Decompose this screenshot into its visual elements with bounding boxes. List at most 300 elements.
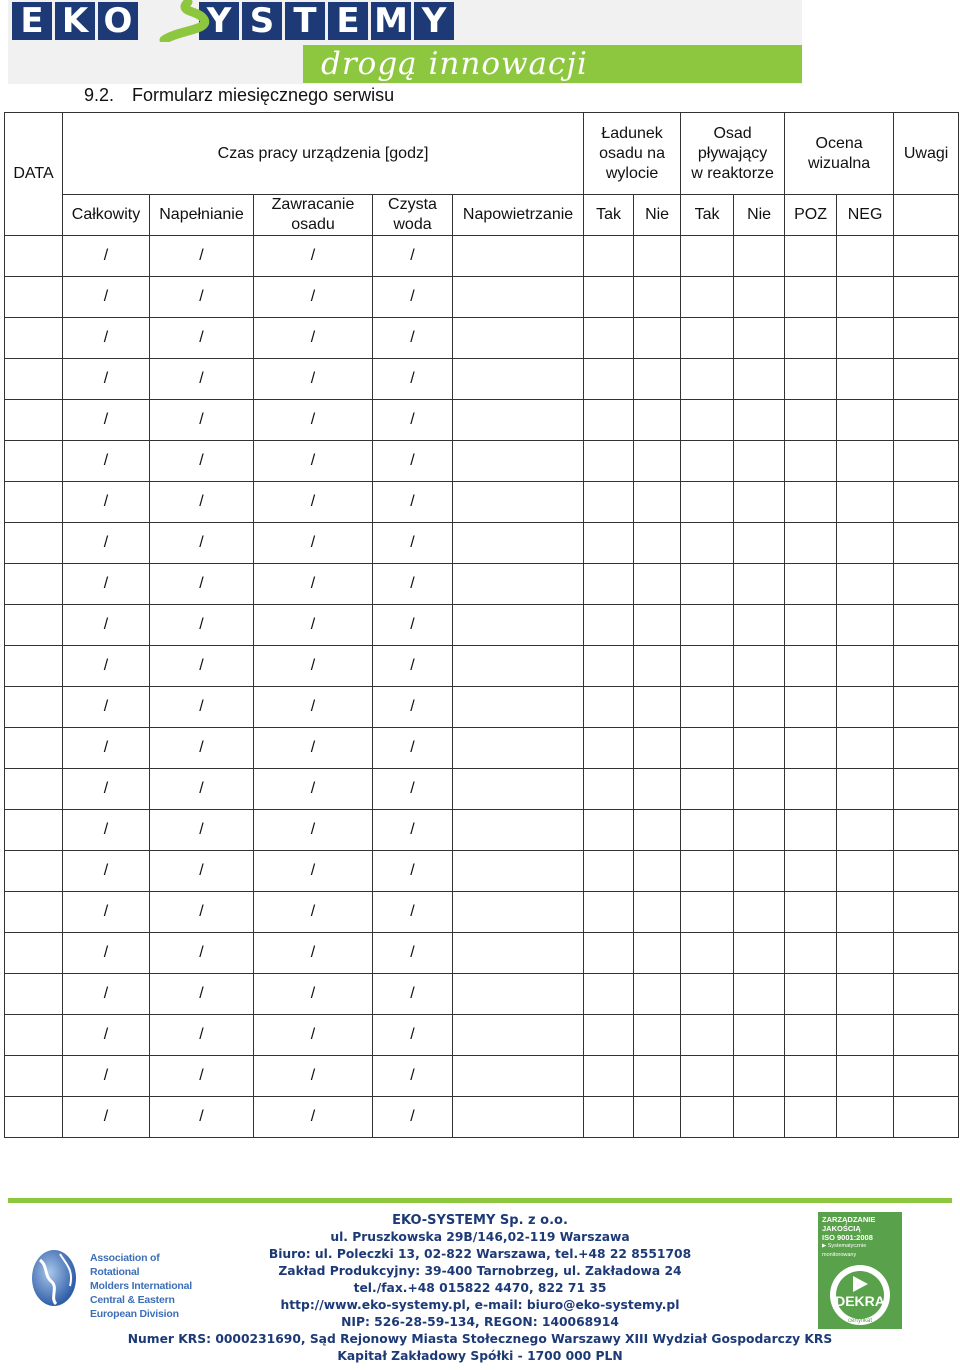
entry-cell[interactable] <box>634 687 681 728</box>
entry-cell[interactable] <box>894 728 959 769</box>
entry-cell[interactable] <box>785 236 837 277</box>
entry-cell[interactable] <box>734 441 785 482</box>
date-cell[interactable] <box>5 359 63 400</box>
entry-cell[interactable] <box>894 1056 959 1097</box>
section-number: 9.2. <box>84 85 115 105</box>
entry-cell[interactable] <box>584 810 634 851</box>
entry-cell[interactable] <box>894 1015 959 1056</box>
entry-cell[interactable] <box>584 318 634 359</box>
entry-cell[interactable] <box>837 810 894 851</box>
separator-slash: / <box>410 616 415 633</box>
entry-cell[interactable] <box>894 236 959 277</box>
time-cell[interactable] <box>373 810 453 851</box>
entry-cell[interactable] <box>734 1097 785 1138</box>
time-cell[interactable] <box>373 277 453 318</box>
entry-cell[interactable] <box>634 1097 681 1138</box>
entry-cell[interactable] <box>681 1056 734 1097</box>
time-cell[interactable] <box>150 892 254 933</box>
separator-slash: / <box>310 411 316 428</box>
entry-cell[interactable] <box>584 441 634 482</box>
entry-cell[interactable] <box>734 523 785 564</box>
entry-cell[interactable] <box>785 400 837 441</box>
time-cell[interactable] <box>150 851 254 892</box>
time-cell[interactable] <box>373 851 453 892</box>
time-cell[interactable] <box>373 441 453 482</box>
entry-cell[interactable] <box>837 441 894 482</box>
entry-cell[interactable] <box>634 933 681 974</box>
time-cell[interactable] <box>150 810 254 851</box>
date-cell[interactable] <box>5 728 63 769</box>
entry-cell[interactable] <box>453 851 584 892</box>
date-cell[interactable] <box>5 236 63 277</box>
entry-cell[interactable] <box>734 482 785 523</box>
time-cell[interactable] <box>254 687 373 728</box>
separator-slash: / <box>410 247 415 264</box>
entry-cell[interactable] <box>681 1097 734 1138</box>
entry-cell[interactable] <box>734 646 785 687</box>
time-cell[interactable] <box>254 974 373 1015</box>
entry-cell[interactable] <box>785 851 837 892</box>
entry-cell[interactable] <box>837 687 894 728</box>
time-cell[interactable] <box>254 359 373 400</box>
time-cell[interactable] <box>373 1097 453 1138</box>
entry-cell[interactable] <box>634 482 681 523</box>
date-cell[interactable] <box>5 441 63 482</box>
time-cell[interactable] <box>150 646 254 687</box>
entry-cell[interactable] <box>634 892 681 933</box>
date-cell[interactable] <box>5 564 63 605</box>
entry-cell[interactable] <box>584 400 634 441</box>
date-cell[interactable] <box>5 1097 63 1138</box>
separator-slash: / <box>410 1067 415 1084</box>
entry-cell[interactable] <box>584 236 634 277</box>
entry-cell[interactable] <box>453 564 584 605</box>
time-cell[interactable] <box>63 769 150 810</box>
entry-cell[interactable] <box>634 318 681 359</box>
time-cell[interactable] <box>373 646 453 687</box>
time-cell[interactable] <box>254 769 373 810</box>
dekra-line-4: ▶ Systematycznie <box>822 1243 867 1249</box>
entry-cell[interactable] <box>453 769 584 810</box>
entry-cell[interactable] <box>453 892 584 933</box>
entry-cell[interactable] <box>785 646 837 687</box>
time-cell[interactable] <box>373 769 453 810</box>
entry-cell[interactable] <box>634 236 681 277</box>
entry-cell[interactable] <box>681 933 734 974</box>
entry-cell[interactable] <box>681 810 734 851</box>
time-cell[interactable] <box>254 482 373 523</box>
time-cell[interactable] <box>150 974 254 1015</box>
entry-cell[interactable] <box>681 564 734 605</box>
time-cell[interactable] <box>63 277 150 318</box>
separator-slash: / <box>103 616 109 633</box>
entry-cell[interactable] <box>837 400 894 441</box>
entry-cell[interactable] <box>634 400 681 441</box>
entry-cell[interactable] <box>634 769 681 810</box>
entry-cell[interactable] <box>681 1015 734 1056</box>
entry-cell[interactable] <box>584 892 634 933</box>
date-cell[interactable] <box>5 277 63 318</box>
entry-cell[interactable] <box>785 564 837 605</box>
time-cell[interactable] <box>254 1015 373 1056</box>
entry-cell[interactable] <box>837 482 894 523</box>
time-cell[interactable] <box>373 523 453 564</box>
entry-cell[interactable] <box>734 769 785 810</box>
entry-cell[interactable] <box>634 974 681 1015</box>
entry-cell[interactable] <box>453 482 584 523</box>
entry-cell[interactable] <box>837 318 894 359</box>
entry-cell[interactable] <box>837 933 894 974</box>
entry-cell[interactable] <box>734 277 785 318</box>
entry-cell[interactable] <box>837 728 894 769</box>
date-cell[interactable] <box>5 851 63 892</box>
time-cell[interactable] <box>63 687 150 728</box>
time-cell[interactable] <box>63 851 150 892</box>
time-cell[interactable] <box>254 564 373 605</box>
entry-cell[interactable] <box>785 1097 837 1138</box>
entry-cell[interactable] <box>894 482 959 523</box>
entry-cell[interactable] <box>453 359 584 400</box>
time-cell[interactable] <box>63 400 150 441</box>
time-cell[interactable] <box>254 892 373 933</box>
entry-cell[interactable] <box>785 277 837 318</box>
time-cell[interactable] <box>254 728 373 769</box>
time-cell[interactable] <box>150 523 254 564</box>
time-cell[interactable] <box>63 441 150 482</box>
entry-cell[interactable] <box>837 1015 894 1056</box>
entry-cell[interactable] <box>837 236 894 277</box>
entry-cell[interactable] <box>453 1015 584 1056</box>
entry-cell[interactable] <box>453 728 584 769</box>
logo-letter: T <box>285 2 325 40</box>
entry-cell[interactable] <box>681 400 734 441</box>
entry-cell[interactable] <box>681 769 734 810</box>
entry-cell[interactable] <box>837 1097 894 1138</box>
entry-cell[interactable] <box>584 277 634 318</box>
time-cell[interactable] <box>150 359 254 400</box>
load-no-header: Nie <box>634 195 681 236</box>
entry-cell[interactable] <box>734 728 785 769</box>
entry-cell[interactable] <box>837 523 894 564</box>
entry-cell[interactable] <box>785 1056 837 1097</box>
time-cell[interactable] <box>63 933 150 974</box>
time-cell[interactable] <box>254 236 373 277</box>
time-cell[interactable] <box>254 646 373 687</box>
entry-cell[interactable] <box>681 851 734 892</box>
time-cell[interactable] <box>150 236 254 277</box>
entry-cell[interactable] <box>837 277 894 318</box>
entry-cell[interactable] <box>894 359 959 400</box>
time-cell[interactable] <box>63 1056 150 1097</box>
entry-cell[interactable] <box>785 523 837 564</box>
entry-cell[interactable] <box>681 728 734 769</box>
entry-cell[interactable] <box>734 564 785 605</box>
entry-cell[interactable] <box>894 605 959 646</box>
entry-cell[interactable] <box>681 892 734 933</box>
entry-cell[interactable] <box>837 974 894 1015</box>
time-cell[interactable] <box>63 974 150 1015</box>
entry-cell[interactable] <box>453 687 584 728</box>
entry-cell[interactable] <box>734 892 785 933</box>
date-cell[interactable] <box>5 482 63 523</box>
entry-cell[interactable] <box>634 728 681 769</box>
time-cell[interactable] <box>373 400 453 441</box>
time-cell[interactable] <box>63 728 150 769</box>
entry-cell[interactable] <box>894 892 959 933</box>
entry-cell[interactable] <box>584 359 634 400</box>
entry-cell[interactable] <box>894 400 959 441</box>
entry-cell[interactable] <box>785 359 837 400</box>
entry-cell[interactable] <box>785 1015 837 1056</box>
entry-cell[interactable] <box>584 728 634 769</box>
time-cell[interactable] <box>150 441 254 482</box>
time-cell[interactable] <box>63 810 150 851</box>
entry-cell[interactable] <box>634 441 681 482</box>
entry-cell[interactable] <box>837 851 894 892</box>
time-cell[interactable] <box>254 933 373 974</box>
entry-cell[interactable] <box>681 687 734 728</box>
entry-cell[interactable] <box>837 1056 894 1097</box>
time-cell[interactable] <box>63 646 150 687</box>
time-cell[interactable] <box>373 1056 453 1097</box>
time-cell[interactable] <box>150 318 254 359</box>
entry-cell[interactable] <box>453 605 584 646</box>
time-cell[interactable] <box>150 687 254 728</box>
time-cell[interactable] <box>63 236 150 277</box>
entry-cell[interactable] <box>681 236 734 277</box>
entry-cell[interactable] <box>681 646 734 687</box>
entry-cell[interactable] <box>681 974 734 1015</box>
time-cell[interactable] <box>373 359 453 400</box>
entry-cell[interactable] <box>785 728 837 769</box>
time-cell[interactable] <box>63 1015 150 1056</box>
time-cell[interactable] <box>150 1056 254 1097</box>
time-cell[interactable] <box>63 564 150 605</box>
entry-cell[interactable] <box>681 359 734 400</box>
entry-cell[interactable] <box>634 851 681 892</box>
entry-cell[interactable] <box>785 933 837 974</box>
time-cell[interactable] <box>254 400 373 441</box>
time-cell[interactable] <box>254 605 373 646</box>
time-cell[interactable] <box>373 892 453 933</box>
entry-cell[interactable] <box>681 441 734 482</box>
entry-cell[interactable] <box>584 974 634 1015</box>
entry-cell[interactable] <box>894 974 959 1015</box>
entry-cell[interactable] <box>734 1056 785 1097</box>
time-cell[interactable] <box>373 318 453 359</box>
entry-cell[interactable] <box>894 564 959 605</box>
date-cell[interactable] <box>5 318 63 359</box>
entry-cell[interactable] <box>681 523 734 564</box>
entry-cell[interactable] <box>634 646 681 687</box>
date-cell[interactable] <box>5 1015 63 1056</box>
entry-cell[interactable] <box>681 482 734 523</box>
entry-cell[interactable] <box>584 933 634 974</box>
notes-header: Uwagi <box>894 113 959 195</box>
time-cell[interactable] <box>254 318 373 359</box>
date-cell[interactable] <box>5 605 63 646</box>
entry-cell[interactable] <box>894 810 959 851</box>
date-cell[interactable] <box>5 769 63 810</box>
entry-cell[interactable] <box>453 400 584 441</box>
entry-cell[interactable] <box>634 605 681 646</box>
time-cell[interactable] <box>150 1097 254 1138</box>
entry-cell[interactable] <box>453 318 584 359</box>
entry-cell[interactable] <box>785 769 837 810</box>
entry-cell[interactable] <box>584 769 634 810</box>
time-cell[interactable] <box>150 482 254 523</box>
time-cell[interactable] <box>373 1015 453 1056</box>
footer-line: Numer KRS: 0000231690, Sąd Rejonowy Miasta Stołecznego Warszawy XIII Wydział Gospodarczy KRS <box>127 1332 833 1346</box>
entry-cell[interactable] <box>837 359 894 400</box>
entry-cell[interactable] <box>681 318 734 359</box>
entry-cell[interactable] <box>453 1056 584 1097</box>
entry-cell[interactable] <box>453 810 584 851</box>
entry-cell[interactable] <box>584 1097 634 1138</box>
entry-cell[interactable] <box>734 974 785 1015</box>
date-cell[interactable] <box>5 892 63 933</box>
time-cell[interactable] <box>150 1015 254 1056</box>
date-cell[interactable] <box>5 400 63 441</box>
entry-cell[interactable] <box>734 851 785 892</box>
time-cell[interactable] <box>150 728 254 769</box>
dekra-brand-text: DEKRA <box>835 1293 885 1309</box>
time-cell[interactable] <box>373 564 453 605</box>
entry-cell[interactable] <box>584 646 634 687</box>
entry-cell[interactable] <box>785 605 837 646</box>
time-cell[interactable] <box>150 769 254 810</box>
entry-cell[interactable] <box>837 892 894 933</box>
entry-cell[interactable] <box>894 277 959 318</box>
date-cell[interactable] <box>5 974 63 1015</box>
entry-cell[interactable] <box>584 851 634 892</box>
entry-cell[interactable] <box>894 1097 959 1138</box>
time-cell[interactable] <box>254 277 373 318</box>
time-cell[interactable] <box>254 1097 373 1138</box>
time-cell[interactable] <box>63 1097 150 1138</box>
time-cell[interactable] <box>150 564 254 605</box>
date-cell[interactable] <box>5 646 63 687</box>
time-cell[interactable] <box>254 851 373 892</box>
entry-cell[interactable] <box>894 687 959 728</box>
time-cell[interactable] <box>254 810 373 851</box>
time-cell[interactable] <box>373 728 453 769</box>
time-cell[interactable] <box>63 892 150 933</box>
entry-cell[interactable] <box>634 359 681 400</box>
entry-cell[interactable] <box>785 892 837 933</box>
date-cell[interactable] <box>5 933 63 974</box>
entry-cell[interactable] <box>634 1056 681 1097</box>
entry-cell[interactable] <box>734 236 785 277</box>
entry-cell[interactable] <box>734 687 785 728</box>
entry-cell[interactable] <box>785 318 837 359</box>
entry-cell[interactable] <box>453 1097 584 1138</box>
entry-cell[interactable] <box>734 400 785 441</box>
entry-cell[interactable] <box>785 441 837 482</box>
arm-text-line: European Division <box>90 1308 179 1320</box>
entry-cell[interactable] <box>634 1015 681 1056</box>
time-cell[interactable] <box>63 523 150 564</box>
entry-cell[interactable] <box>894 523 959 564</box>
entry-cell[interactable] <box>584 523 634 564</box>
logo-letter: E <box>12 2 52 40</box>
date-cell[interactable] <box>5 687 63 728</box>
entry-cell[interactable] <box>894 933 959 974</box>
entry-cell[interactable] <box>734 810 785 851</box>
entry-cell[interactable] <box>734 318 785 359</box>
time-cell[interactable] <box>63 318 150 359</box>
entry-cell[interactable] <box>894 318 959 359</box>
entry-cell[interactable] <box>894 769 959 810</box>
entry-cell[interactable] <box>634 277 681 318</box>
entry-cell[interactable] <box>785 482 837 523</box>
entry-cell[interactable] <box>584 605 634 646</box>
time-cell[interactable] <box>373 236 453 277</box>
date-cell[interactable] <box>5 810 63 851</box>
entry-cell[interactable] <box>894 851 959 892</box>
entry-cell[interactable] <box>785 810 837 851</box>
entry-cell[interactable] <box>634 810 681 851</box>
entry-cell[interactable] <box>453 277 584 318</box>
entry-cell[interactable] <box>453 441 584 482</box>
entry-cell[interactable] <box>584 564 634 605</box>
entry-cell[interactable] <box>734 933 785 974</box>
time-cell[interactable] <box>373 482 453 523</box>
entry-cell[interactable] <box>453 974 584 1015</box>
time-cell[interactable] <box>373 605 453 646</box>
time-cell[interactable] <box>150 605 254 646</box>
entry-cell[interactable] <box>734 359 785 400</box>
entry-cell[interactable] <box>584 687 634 728</box>
entry-cell[interactable] <box>734 1015 785 1056</box>
entry-cell[interactable] <box>894 646 959 687</box>
entry-cell[interactable] <box>681 277 734 318</box>
time-cell[interactable] <box>373 933 453 974</box>
time-cell[interactable] <box>254 523 373 564</box>
entry-cell[interactable] <box>837 564 894 605</box>
time-cell[interactable] <box>254 441 373 482</box>
entry-cell[interactable] <box>453 646 584 687</box>
entry-cell[interactable] <box>734 605 785 646</box>
time-cell[interactable] <box>150 400 254 441</box>
entry-cell[interactable] <box>837 646 894 687</box>
entry-cell[interactable] <box>785 974 837 1015</box>
entry-cell[interactable] <box>681 605 734 646</box>
entry-cell[interactable] <box>785 687 837 728</box>
entry-cell[interactable] <box>453 236 584 277</box>
time-cell[interactable] <box>150 933 254 974</box>
time-cell[interactable] <box>63 605 150 646</box>
time-cell[interactable] <box>150 277 254 318</box>
entry-cell[interactable] <box>453 933 584 974</box>
time-cell[interactable] <box>63 482 150 523</box>
entry-cell[interactable] <box>634 523 681 564</box>
date-cell[interactable] <box>5 1056 63 1097</box>
entry-cell[interactable] <box>894 441 959 482</box>
entry-cell[interactable] <box>837 769 894 810</box>
date-cell[interactable] <box>5 523 63 564</box>
entry-cell[interactable] <box>584 1056 634 1097</box>
entry-cell[interactable] <box>584 1015 634 1056</box>
time-cell[interactable] <box>373 687 453 728</box>
entry-cell[interactable] <box>634 564 681 605</box>
time-cell[interactable] <box>254 1056 373 1097</box>
time-cell[interactable] <box>373 974 453 1015</box>
entry-cell[interactable] <box>584 482 634 523</box>
entry-cell[interactable] <box>837 605 894 646</box>
entry-cell[interactable] <box>453 523 584 564</box>
time-cell[interactable] <box>63 359 150 400</box>
